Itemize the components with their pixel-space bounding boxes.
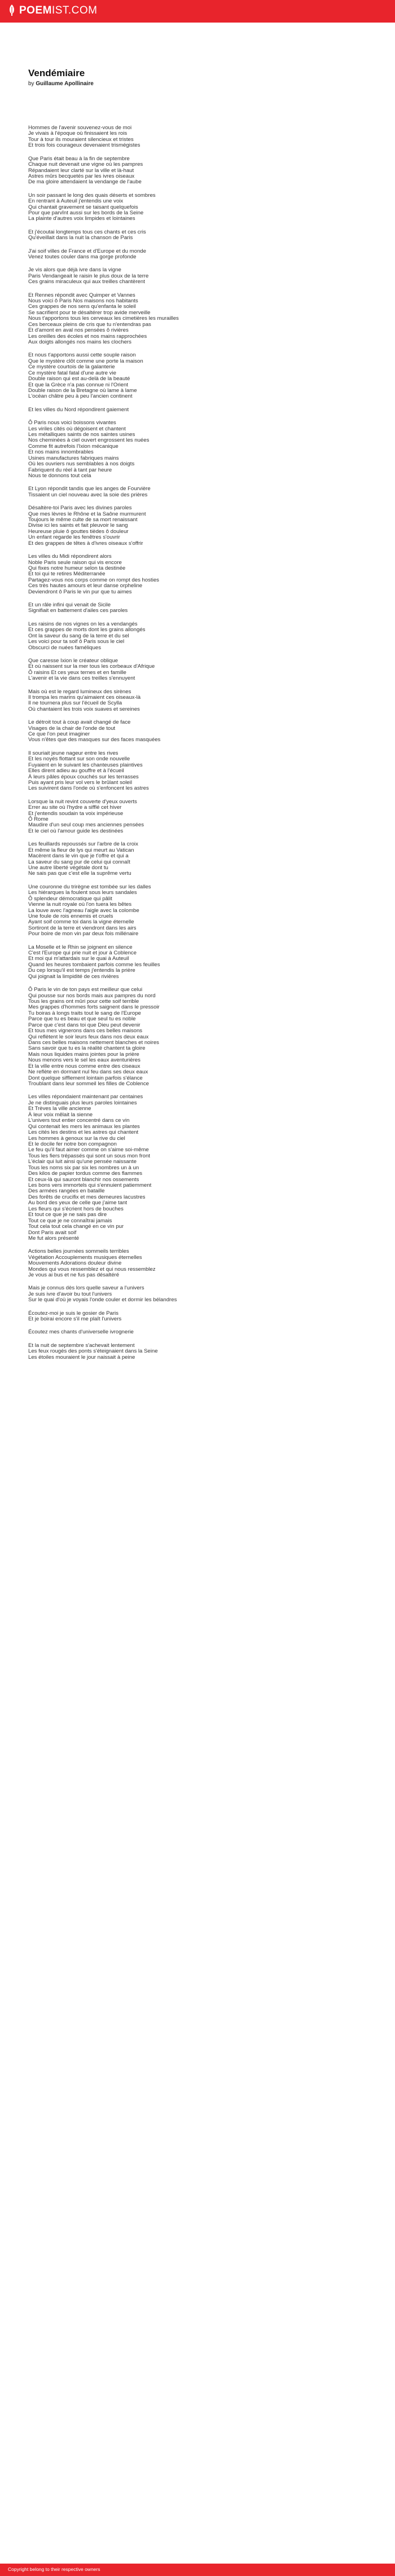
poem-line: Les villes répondaient maintenant par centaines bbox=[28, 1094, 143, 1100]
stanza bbox=[28, 842, 378, 877]
poem-line: Aux doigts allongés nos mains les clochers bbox=[28, 339, 131, 346]
stanza bbox=[28, 156, 378, 186]
poem-line: Qu'éveillait dans la nuit la chanson de Paris bbox=[28, 235, 133, 241]
poem-line: Tout cela tout cela changé en ce vin pur bbox=[28, 1223, 124, 1230]
stanza bbox=[28, 720, 378, 743]
poem-line: Parce que tu es beau et que seul tu es noble bbox=[28, 1016, 136, 1023]
poem-line: Et des grappes de têtes à d'ivres oiseaux s'offrir bbox=[28, 540, 143, 547]
poem-line: Ne reflète en dormant nul feu dans ses deux eaux bbox=[28, 1069, 148, 1076]
poem-line: Tu boiras à longs traits tout le sang de l'Europe bbox=[28, 1010, 141, 1016]
poem-line: La louve avec l'agneau l'aigle avec la colombe bbox=[28, 907, 139, 914]
poem-line: Double raison qui est au-delà de la beauté bbox=[28, 376, 130, 382]
poem-line: Nous menons vers le sel les eaux aventurières bbox=[28, 1057, 141, 1064]
poem-title: Vendémiaire bbox=[28, 68, 85, 78]
poem-line: Pour boire de mon vin par deux fois millénaire bbox=[28, 931, 139, 937]
poem-line: Se sacrifient pour te désaltérer trop avide merveille bbox=[28, 309, 151, 316]
poem-line: Et toi qui te retires Méditerranée bbox=[28, 571, 106, 578]
poem-line: J'ai soif villes de France et d'Europe et du monde bbox=[28, 248, 146, 254]
poem-line: Ce que l'on peut imaginer bbox=[28, 731, 90, 738]
poem-line: Usines manufactures fabriques mains bbox=[28, 455, 119, 461]
poem-line: Et ceux-là qui sauront blanchir nos ossements bbox=[28, 1176, 139, 1183]
poem-line: C'est l'Europe qui prie nuit et jour à Coblence bbox=[28, 950, 137, 957]
poem-line: Un soir passant le long des quais déserts et sombres bbox=[28, 192, 156, 199]
poem-line: Elles dirent adieu au gouffre et à l'écueil bbox=[28, 768, 124, 774]
poem-line: Et tous mes vignerons dans ces belles maisons bbox=[28, 1028, 143, 1034]
stanza bbox=[28, 407, 378, 413]
poem-line: Les métalliques saints de nos saintes usines bbox=[28, 431, 135, 438]
poem-line: Nous te donnons tout cela bbox=[28, 473, 91, 479]
poem-line: Je vous ai bus et ne fus pas désaltéré bbox=[28, 1272, 120, 1279]
stanza bbox=[28, 505, 378, 547]
poem-line: Où chantaient les trois voix suaves et sereines bbox=[28, 706, 140, 712]
poem-line: Des forêts de crucifix et mes demeures lacustres bbox=[28, 1194, 146, 1200]
poem-line: Que mes lèvres le Rhône et la Saône murmurent bbox=[28, 510, 146, 517]
poem-line: Le feu qu'il faut aimer comme on s'aime soi-même bbox=[28, 1147, 149, 1153]
stanza bbox=[28, 249, 378, 261]
poem-line: Que le mystère clôt comme une porte la maison bbox=[28, 358, 143, 364]
poem-line: Tous les fiers trépassés qui sont un sous mon front bbox=[28, 1152, 150, 1159]
stanza bbox=[28, 125, 378, 149]
poem-line: Écoutez mes chants d'universelle ivrognerie bbox=[28, 1329, 134, 1336]
poem-line: Et même la fleur de lys qui meurt au Vatican bbox=[28, 847, 134, 853]
poem-line: Errer au site où l'hydre a sifflé cet hiver bbox=[28, 804, 122, 811]
poem-line: Végétation Accouplements musiques éternelles bbox=[28, 1254, 142, 1261]
poem-line: Visages de la chair de l'onde de tout bbox=[28, 725, 116, 732]
poem-line: En rentrant à Auteuil j'entendis une voix bbox=[28, 198, 124, 205]
poem-line: Parce que c'est dans toi que Dieu peut devenir bbox=[28, 1021, 141, 1028]
site-logo[interactable] bbox=[8, 5, 98, 17]
poem-line: Les raisins de nos vignes on les a vendangés bbox=[28, 620, 138, 627]
poem-line: Ô Paris nous voici boissons vivantes bbox=[28, 420, 116, 426]
poem-line: Une autre liberté végétale dont tu bbox=[28, 865, 108, 871]
stanza bbox=[28, 486, 378, 498]
poem-line: Venez toutes couler dans ma gorge profonde bbox=[28, 254, 137, 260]
poem-line: Ô splendeur démocratique qui pâlit bbox=[28, 895, 112, 902]
poem-line: Il ne tournera plus sur l'écueil de Scylla bbox=[28, 700, 122, 707]
poem-line: Ô Paris le vin de ton pays est meilleur que celui bbox=[28, 987, 143, 993]
poem-header bbox=[28, 68, 378, 88]
stanza bbox=[28, 602, 378, 614]
quill-pen-icon bbox=[8, 5, 16, 17]
poem-line: Et je boirai encore s'il me plaît l'univers bbox=[28, 1315, 122, 1322]
poem-line: Je vis alors que déjà ivre dans la vigne bbox=[28, 267, 121, 274]
poem-line: Tous les grains ont mûri pour cette soif terrible bbox=[28, 998, 139, 1005]
stanza bbox=[28, 267, 378, 285]
poem-line: Me fut alors présenté bbox=[28, 1235, 80, 1241]
stanza bbox=[28, 751, 378, 792]
poem-line: Toujours le même culte de sa mort renaissant bbox=[28, 516, 138, 523]
poem-line: Deviendront ô Paris le vin pur que tu aimes bbox=[28, 588, 132, 595]
poem-line: Ce mystère courtois de la galanterie bbox=[28, 364, 115, 371]
poem-line: Une couronne du trirègne est tombée sur les dalles bbox=[28, 883, 151, 890]
poem-line: Répandaient leur clarté sur la ville et là-haut bbox=[28, 167, 134, 174]
poem-line: Qui contenait les mers les animaux les plantes bbox=[28, 1123, 140, 1130]
poem-line: Tout ce que je ne connaîtrai jamais bbox=[28, 1217, 112, 1224]
poem-line: L'avenir et la vie dans ces treilles s'ennuyent bbox=[28, 675, 135, 682]
stanza bbox=[28, 420, 378, 479]
poem-line: Écoutez-moi je suis le gosier de Paris bbox=[28, 1310, 118, 1316]
poem-line: L'éclair qui luit ainsi qu'une pensée naissante bbox=[28, 1159, 137, 1165]
poem-line: Fuyaient en le suivant les chanteuses plaintives bbox=[28, 761, 143, 768]
poem-line: Les bons vers immortels qui s'ennuient patiemment bbox=[28, 1182, 152, 1188]
poem-line: L'univers tout entier concentré dans ce vin bbox=[28, 1117, 130, 1124]
poem-byline bbox=[28, 80, 378, 88]
poem-line: La saveur du sang pur de celui qui connaît bbox=[28, 858, 130, 865]
poem-line: Je ne distinguais plus leurs paroles lointaines bbox=[28, 1099, 137, 1106]
poem-line: Mais où est le regard lumineux des sirènes bbox=[28, 688, 131, 695]
poem-line: Macèrent dans le vin que je t'offre et qui a bbox=[28, 853, 129, 860]
stanza bbox=[28, 1249, 378, 1278]
poem-line: Les viriles cités où dégoisent et chantent bbox=[28, 425, 126, 432]
poem-line: Ces berceaux pleins de cris que tu n'entendras pas bbox=[28, 321, 151, 328]
poem-line: Et nous t'apportons aussi cette souple raison bbox=[28, 352, 136, 359]
stanza bbox=[28, 987, 378, 1087]
poem-line: Et le ciel où l'amour guide les destinées bbox=[28, 827, 124, 834]
poem-line: Les oreilles des écoles et nos mains rapprochées bbox=[28, 333, 147, 340]
poem-line: Vienne la nuit royale où l'on tuera les bêtes bbox=[28, 901, 131, 908]
poem-line: Comme fit autrefois l'Ixion mécanique bbox=[28, 443, 118, 450]
poem-line: La plainte d'autres voix limpides et lointaines bbox=[28, 215, 135, 222]
poem-line: Signifiait en battement d'ailes ces paroles bbox=[28, 607, 128, 614]
poem-line: Et où naissent sur la mer tous les corbeaux d'Afrique bbox=[28, 663, 155, 670]
footer-bar bbox=[0, 2564, 395, 2576]
poem-line: Troublant dans leur sommeil les filles de Coblence bbox=[28, 1081, 150, 1087]
poem-line: Et tout ce que je ne sais pas dire bbox=[28, 1212, 107, 1218]
poem-line: Et ces grappes de morts dont les grains allongés bbox=[28, 627, 146, 633]
poem-line: Divise ici les saints et fait pleuvoir le sang bbox=[28, 522, 128, 529]
poem-line: Les hiérarques la foulent sous leurs sandales bbox=[28, 890, 137, 896]
stanza bbox=[28, 230, 378, 241]
poem-line: Et Trèves la ville ancienne bbox=[28, 1106, 91, 1112]
poem-line: Vous n'êtes que des masques sur des faces masquées bbox=[28, 737, 161, 743]
poem-line: Qui joignait la limpidité de ces rivières bbox=[28, 973, 119, 980]
poem-line: Puis ayant pris leur vol vers le brûlant soleil bbox=[28, 779, 132, 786]
byline-prefix: by bbox=[28, 81, 36, 87]
poem-line: Sur le quai d'où je voyais l'onde couler et dormir les bélandres bbox=[28, 1297, 177, 1304]
poem-line: Il souriait jeune nageur entre les rives bbox=[28, 750, 118, 756]
stanza bbox=[28, 554, 378, 595]
poem-line: Et un râle infini qui venait de Sicile bbox=[28, 602, 111, 609]
stanza bbox=[28, 884, 378, 937]
header-bar bbox=[0, 0, 395, 23]
poem-line: Sans savoir que tu es la réalité chantent ta gloire bbox=[28, 1045, 146, 1052]
poem-line: Ô raisins Et ces yeux ternes et en famille bbox=[28, 669, 126, 676]
poem-line: Tous les noms six par six les nombres un à un bbox=[28, 1164, 139, 1171]
poem-line: Les hommes à genoux sur la rive du ciel bbox=[28, 1135, 125, 1142]
poem-line: Mais je connus dès lors quelle saveur a l'univers bbox=[28, 1285, 144, 1292]
poem-body bbox=[28, 125, 378, 1368]
poem-line: Et les villes du Nord répondirent gaiement bbox=[28, 406, 129, 413]
poem-line: Et j'écoutai longtemps tous ces chants et ces cris bbox=[28, 228, 146, 235]
poem-line: À leur voix mêlait la sienne bbox=[28, 1111, 93, 1118]
poem-line: Je suis ivre d'avoir bu tout l'univers bbox=[28, 1291, 112, 1297]
poem-line: Qui chantait gravement se taisant quelquefois bbox=[28, 204, 138, 210]
poem-line: Dont quelque sifflement lointain parfois s'élance bbox=[28, 1075, 143, 1081]
poem-line: Un enfant regarde les fenêtres s'ouvrir bbox=[28, 534, 120, 541]
poem-line: Ô Rome bbox=[28, 816, 49, 823]
poem-line: Actions belles journées sommeils terribles bbox=[28, 1248, 129, 1255]
poem-line: Lorsque la nuit revint couverte d'yeux ouverts bbox=[28, 798, 137, 805]
stanza bbox=[28, 1343, 378, 1360]
poem-line: Le détroit tout à coup avait changé de face bbox=[28, 719, 131, 726]
poem-line: Des armées rangées en bataille bbox=[28, 1188, 105, 1195]
poem-line: Ces très hautes amours et leur danse orpheline bbox=[28, 583, 143, 589]
poem-line: Nous voici ô Paris Nos maisons nos habitants bbox=[28, 297, 138, 304]
poem-line: Qui pousse sur nos bords mais aux pampres du nord bbox=[28, 992, 156, 999]
poem-line: Les feuillards repoussés sur l'arbre de la croix bbox=[28, 841, 138, 848]
poem-line: Ayant soif comme toi dans la vigne éternelle bbox=[28, 919, 134, 926]
poem-line: Ces grains miraculeux qui aux treilles chantèrent bbox=[28, 279, 145, 285]
poem-line: Et moi qui m'attardais sur le quai à Auteuil bbox=[28, 955, 129, 962]
poem-line: Dans ces belles maisons nettement blanches et noires bbox=[28, 1040, 159, 1046]
poem-line: Mais nous liquides mains jointes pour la prière bbox=[28, 1051, 139, 1058]
poem-line: Et Rennes répondit avec Quimper et Vannes bbox=[28, 292, 135, 298]
poem-line: Tour à tour ils mouraient silencieux et tristes bbox=[28, 136, 134, 143]
poem-line: Et nos mains innombrables bbox=[28, 449, 94, 456]
poem-line: Je vivais à l'époque où finissaient les rois bbox=[28, 130, 128, 137]
poem-line: Paris Vendangeait le raisin le plus doux de la terre bbox=[28, 272, 149, 279]
poem-line: Que Paris était beau à la fin de septembre bbox=[28, 155, 130, 162]
stanza bbox=[28, 658, 378, 682]
stanza bbox=[28, 1311, 378, 1323]
poem-line: Ne sais pas que c'est elle la suprême vertu bbox=[28, 870, 131, 877]
poem-author[interactable]: Guillaume Apollinaire bbox=[36, 81, 94, 87]
poem-line: Ces grappes de nos sens qu'enfanta le soleil bbox=[28, 303, 136, 310]
stanza bbox=[28, 1329, 378, 1335]
stanza bbox=[28, 689, 378, 713]
stanza bbox=[28, 945, 378, 980]
poem-line: Et que la Grèce n'a pas connue ni l'Orient bbox=[28, 381, 128, 388]
poem-line: Et le docile fer notre bon compagnon bbox=[28, 1141, 117, 1147]
poem-line: Désaltère-toi Paris avec les divines paroles bbox=[28, 505, 132, 512]
poem-line: Les voici pour ta soif ô Paris sous le ciel bbox=[28, 639, 125, 645]
stanza bbox=[28, 293, 378, 346]
poem-line: Mes grappes d'hommes forts saignent dans le pressoir bbox=[28, 1004, 160, 1011]
poem-line: Heureuse pluie ô gouttes tièdes ô douleur bbox=[28, 528, 129, 535]
poem-line: Nos cheminées à ciel ouvert engrossent les nuées bbox=[28, 437, 150, 444]
footer-copyright: Copyright belong to their respective owners bbox=[8, 2566, 100, 2572]
poem-line: Noble Paris seule raison qui vis encore bbox=[28, 559, 122, 566]
poem-line: Partagez-vous nos corps comme on rompt des hosties bbox=[28, 576, 159, 583]
poem-line: Et trois fois courageux devenaient trismégistes bbox=[28, 142, 141, 149]
poem-line: Les fleurs qui s'écrient hors de bouches bbox=[28, 1205, 124, 1212]
poem-line: Mouvements Adorations douleur divine bbox=[28, 1260, 122, 1267]
poem-line: Fabriquent du réel à tant par heure bbox=[28, 466, 112, 473]
poem-line: Et d'amont en aval nos pensées ô rivières bbox=[28, 327, 129, 334]
poem-line: Mondes qui vous ressemblez et qui nous ressemblez bbox=[28, 1266, 156, 1272]
poem-line: Ont la saveur du sang de la terre et du sel bbox=[28, 632, 129, 639]
poem-line: Pour que parvînt aussi sur les bords de la Seine bbox=[28, 210, 144, 217]
stanza bbox=[28, 193, 378, 222]
stanza bbox=[28, 799, 378, 835]
poem-line: Où les ouvriers nus semblables à nos doigts bbox=[28, 461, 135, 468]
stanza bbox=[28, 1285, 378, 1303]
poem-line: Les villes du Midi répondirent alors bbox=[28, 553, 112, 560]
poem-line: Tissaient un ciel nouveau avec la soie des prières bbox=[28, 491, 148, 498]
poem-line: De ma gloire attendaient la vendange de l'aube bbox=[28, 179, 142, 186]
poem-line: Et la ville entre nous comme entre des ciseaux bbox=[28, 1063, 141, 1069]
poem-line: Double raison de la Bretagne où lame à lame bbox=[28, 387, 137, 394]
stanza bbox=[28, 622, 378, 651]
stanza bbox=[28, 1094, 378, 1241]
site-name bbox=[19, 5, 98, 17]
poem-line: À leurs pâles époux couchés sur les terrasses bbox=[28, 773, 139, 780]
poem-line: Les cités les destins et les astres qui chantent bbox=[28, 1129, 139, 1136]
site-name-bold: POEM bbox=[19, 5, 52, 16]
poem-line: Dont Paris avait soif bbox=[28, 1229, 77, 1236]
poem-line: Les étoiles mouraient le jour naissait à peine bbox=[28, 1354, 135, 1360]
poem-line: Hommes de l'avenir souvenez-vous de moi bbox=[28, 125, 132, 131]
poem-line: Quand les heures tombaient parfois comme les feuilles bbox=[28, 961, 160, 968]
poem-line: Que caresse Ixion le créateur oblique bbox=[28, 657, 118, 664]
poem-line: Il trompa les marins qu'aimaient ces oiseaux-là bbox=[28, 694, 141, 701]
poem-line: L'océan châtre peu à peu l'ancien continent bbox=[28, 393, 133, 400]
poem-line: Ce mystère fatal fatal d'une autre vie bbox=[28, 369, 116, 376]
poem-line: Du cep lorsqu'il est temps j'entendis la prière bbox=[28, 967, 135, 974]
poem-line: La Moselle et le Rhin se joignent en silence bbox=[28, 944, 133, 950]
stanza bbox=[28, 353, 378, 400]
poem-line: Et les noyés flottant sur son onde nouvelle bbox=[28, 756, 130, 763]
poem-line: Qui reflètent le soir leurs feux dans nos deux eaux bbox=[28, 1033, 149, 1040]
poem-line: Et j'entendis soudain ta voix impérieuse bbox=[28, 810, 124, 817]
poem-line: Et Lyon répondit tandis que les anges de Fourvière bbox=[28, 486, 151, 492]
site-name-thin: IST.COM bbox=[51, 5, 98, 16]
poem-line: Et la nuit de septembre s'achevait lentement bbox=[28, 1342, 135, 1349]
poem-line: Maudire d'un seul coup mes anciennes pensées bbox=[28, 822, 144, 829]
poem-line: Les feux rougés des ponts s'éteignaient dans la Seine bbox=[28, 1348, 158, 1355]
poem-line: Obscurci de nuées faméliques bbox=[28, 644, 102, 651]
poem-line: Au bord des yeux de celle que j'aime tant bbox=[28, 1200, 128, 1206]
poem-line: Une foule de rois ennemis et cruels bbox=[28, 913, 113, 919]
poem-line: Les suivirent dans l'onde où s'enfoncent les astres bbox=[28, 785, 149, 792]
poem-line: Qui fixes notre humeur selon ta destinée bbox=[28, 565, 126, 571]
poem-line: Sortiront de la terre et viendront dans les airs bbox=[28, 924, 137, 931]
poem-line: Des kilos de papier tordus comme des flammes bbox=[28, 1170, 143, 1177]
poem-line: Chaque nuit devenait une vigne où les pampres bbox=[28, 161, 143, 168]
poem-line: Nous t'apportons tous les cerveaux les cimetières les murailles bbox=[28, 315, 179, 322]
poem-line: Astres mûrs becquetés par les ivres oiseaux bbox=[28, 173, 135, 179]
